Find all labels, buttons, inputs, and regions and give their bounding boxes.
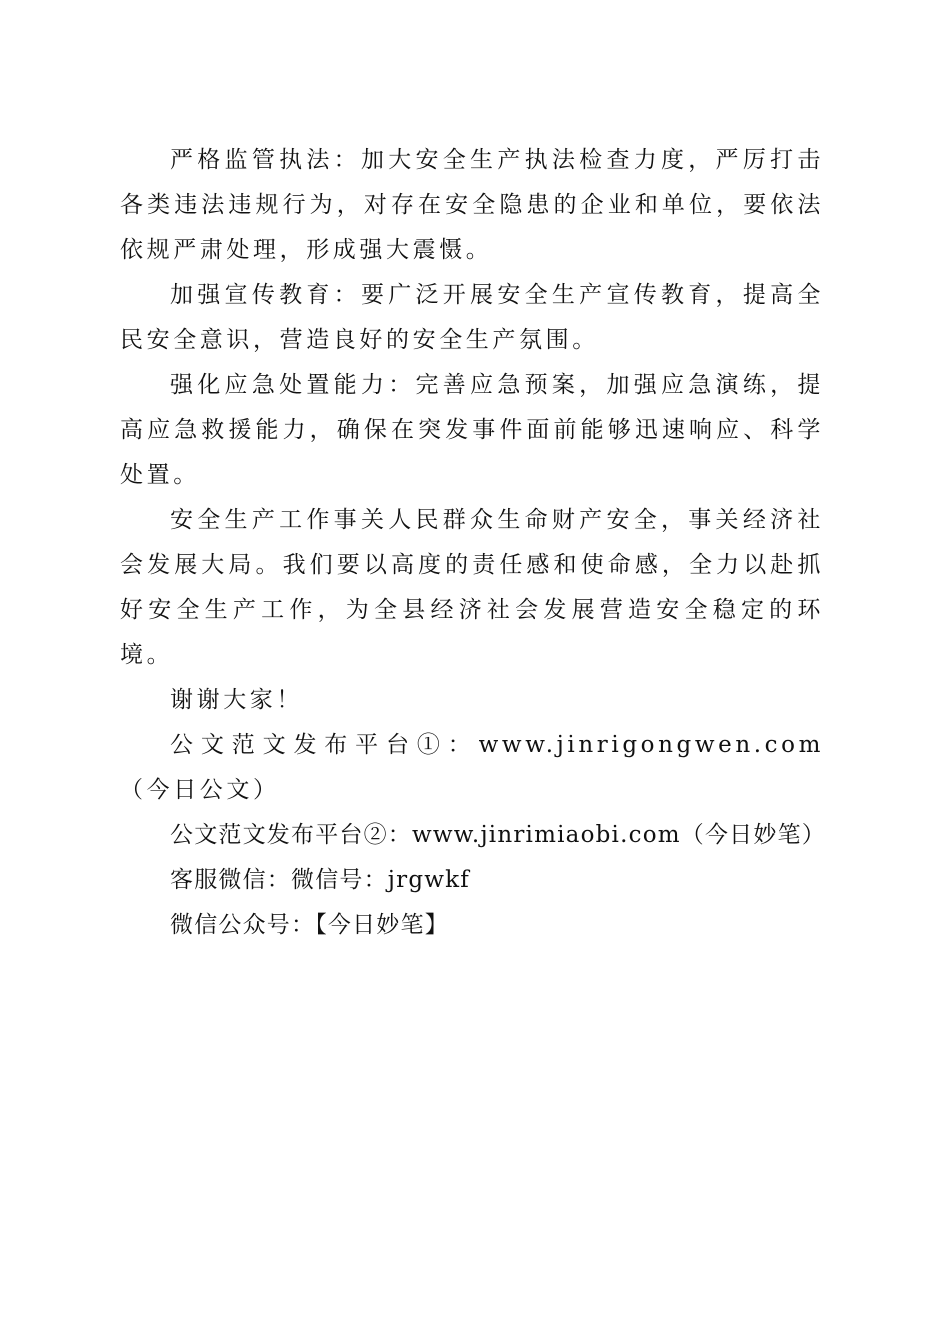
paragraph-strict-supervision: 严格监管执法：加大安全生产执法检查力度，严厉打击各类违法违规行为，对存在安全隐患的企业和单位，要依法依规严肃处理，形成强大震慑。	[120, 147, 824, 263]
paragraph-conclusion: 安全生产工作事关人民群众生命财产安全，事关经济社会发展大局。我们要以高度的责任感和使命感，全力以赴抓好安全生产工作，为全县经济社会发展营造安全稳定的环境。	[120, 507, 824, 668]
paragraph-thanks: 谢谢大家！	[170, 687, 303, 713]
footer-platform-2: 公文范文发布平台②：www.jinrimiaobi.com（今日妙笔）	[170, 822, 826, 848]
paragraph-publicity-education: 加强宣传教育：要广泛开展安全生产宣传教育，提高全民安全意识，营造良好的安全生产氛围。	[120, 282, 824, 353]
paragraph-emergency-response: 强化应急处置能力：完善应急预案，加强应急演练，提高应急救援能力，确保在突发事件面前能够迅速响应、科学处置。	[120, 372, 824, 488]
footer-platform-1: 公文范文发布平台①：www.jinrigongwen.com（今日公文）	[120, 732, 824, 803]
document-page	[120, 138, 824, 948]
footer-customer-service: 客服微信：微信号：jrgwkf	[170, 867, 470, 893]
footer-official-account: 微信公众号：【今日妙笔】	[170, 912, 449, 938]
